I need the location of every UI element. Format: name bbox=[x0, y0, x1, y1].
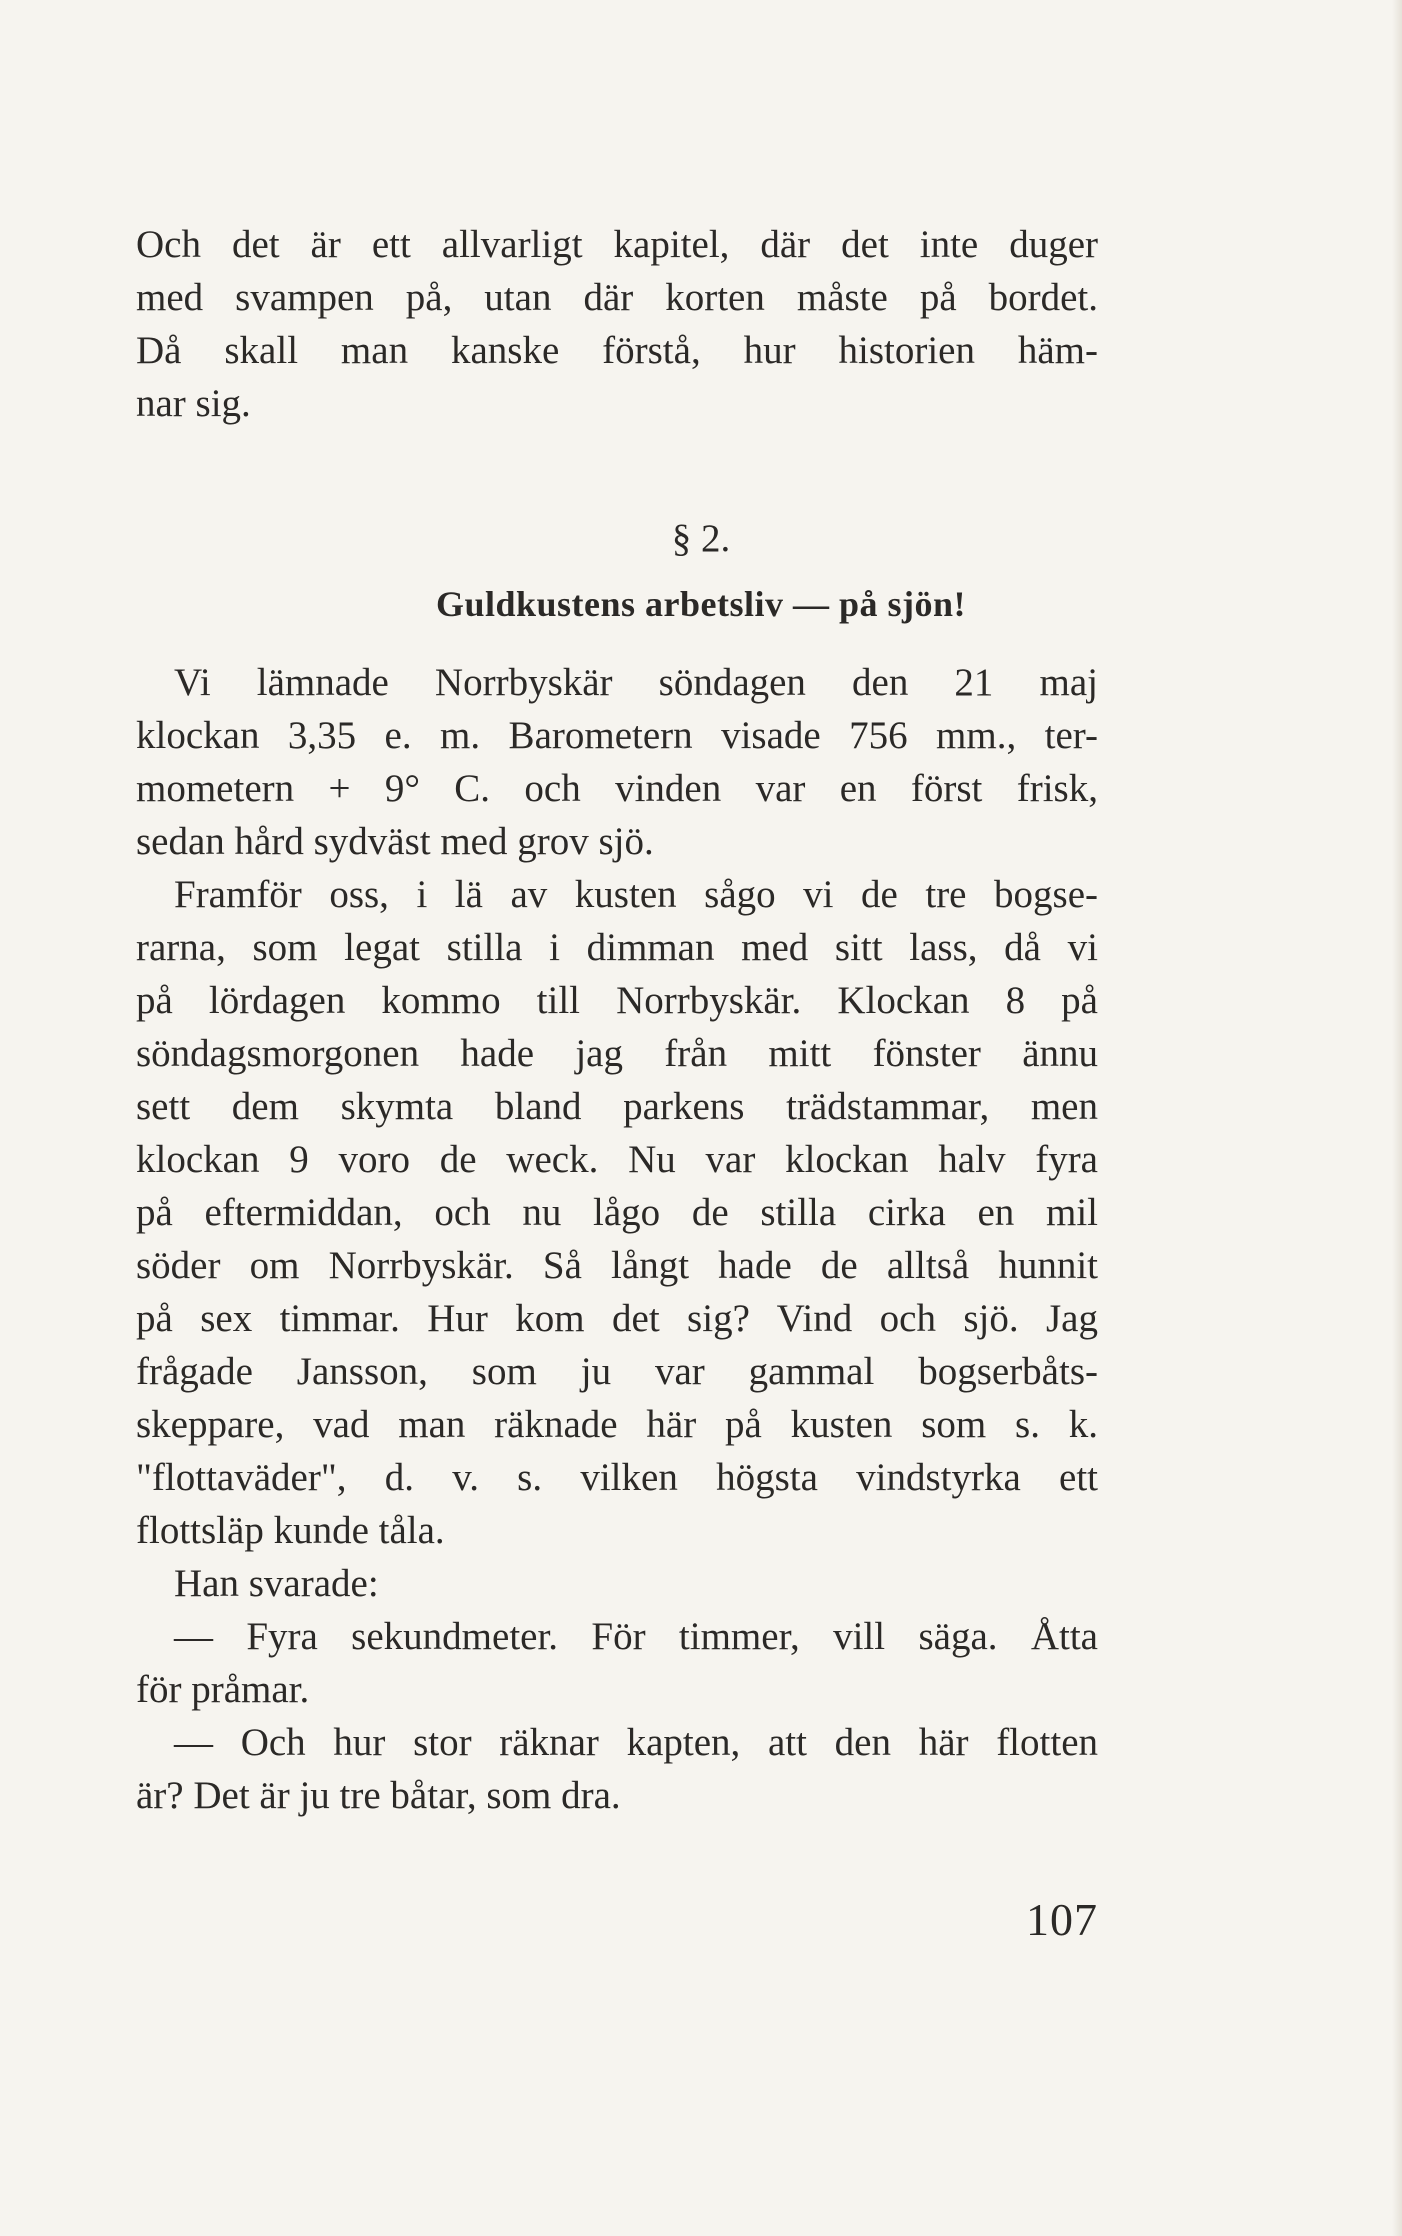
text-line: sett dem skymta bland parkens trädstammar, men bbox=[136, 1085, 1098, 1128]
text-line: Vi lämnade Norrbyskär söndagen den 21 maj bbox=[174, 661, 1098, 704]
text-line: skeppare, vad man räknade här på kusten som s. k. bbox=[136, 1403, 1098, 1446]
text-line: söndagsmorgonen hade jag från mitt fönster ännu bbox=[136, 1032, 1098, 1075]
text-line: — Fyra sekundmeter. För timmer, vill säga. Åtta bbox=[174, 1615, 1098, 1658]
text-line: Framför oss, i lä av kusten sågo vi de tre bogse- bbox=[174, 873, 1098, 916]
text-line: rarna, som legat stilla i dimman med sitt lass, då vi bbox=[136, 926, 1098, 969]
text-line: på eftermiddan, och nu lågo de stilla cirka en mil bbox=[136, 1191, 1098, 1234]
text-line: söder om Norrbyskär. Så långt hade de alltså hunnit bbox=[136, 1244, 1098, 1287]
text-line: flottsläp kunde tåla. bbox=[136, 1509, 445, 1552]
text-line: "flottaväder", d. v. s. vilken högsta vindstyrka ett bbox=[136, 1456, 1098, 1499]
page-number: 107 bbox=[1026, 1894, 1098, 1945]
section-heading: Guldkustens arbetsliv — på sjön! bbox=[435, 584, 967, 624]
text-line: frågade Jansson, som ju var gammal bogserbåts- bbox=[136, 1350, 1098, 1393]
text-line: Då skall man kanske förstå, hur historien häm- bbox=[136, 329, 1098, 372]
section-mark: § 2. bbox=[671, 517, 731, 560]
text-line: på sex timmar. Hur kom det sig? Vind och sjö. Jag bbox=[136, 1297, 1098, 1340]
text-line: Han svarade: bbox=[174, 1562, 379, 1605]
text-line: med svampen på, utan där korten måste på bordet. bbox=[136, 276, 1098, 319]
text-line: mometern + 9° C. och vinden var en först frisk, bbox=[136, 767, 1098, 810]
text-line: klockan 9 voro de weck. Nu var klockan halv fyra bbox=[136, 1138, 1098, 1181]
text-line: Och det är ett allvarligt kapitel, där det inte duger bbox=[136, 223, 1098, 266]
text-line: — Och hur stor räknar kapten, att den här flotten bbox=[174, 1721, 1098, 1764]
text-line: är? Det är ju tre båtar, som dra. bbox=[136, 1774, 621, 1817]
text-line: klockan 3,35 e. m. Barometern visade 756 mm., ter- bbox=[136, 714, 1098, 757]
text-line: nar sig. bbox=[136, 382, 251, 425]
text-line: sedan hård sydväst med grov sjö. bbox=[136, 820, 654, 863]
body-text bbox=[136, 656, 1098, 1822]
text-line: för pråmar. bbox=[136, 1668, 310, 1711]
opening-paragraph bbox=[136, 218, 1098, 430]
text-line: på lördagen kommo till Norrbyskär. Klockan 8 på bbox=[136, 979, 1098, 1022]
page-edge-shadow bbox=[1392, 0, 1402, 2236]
